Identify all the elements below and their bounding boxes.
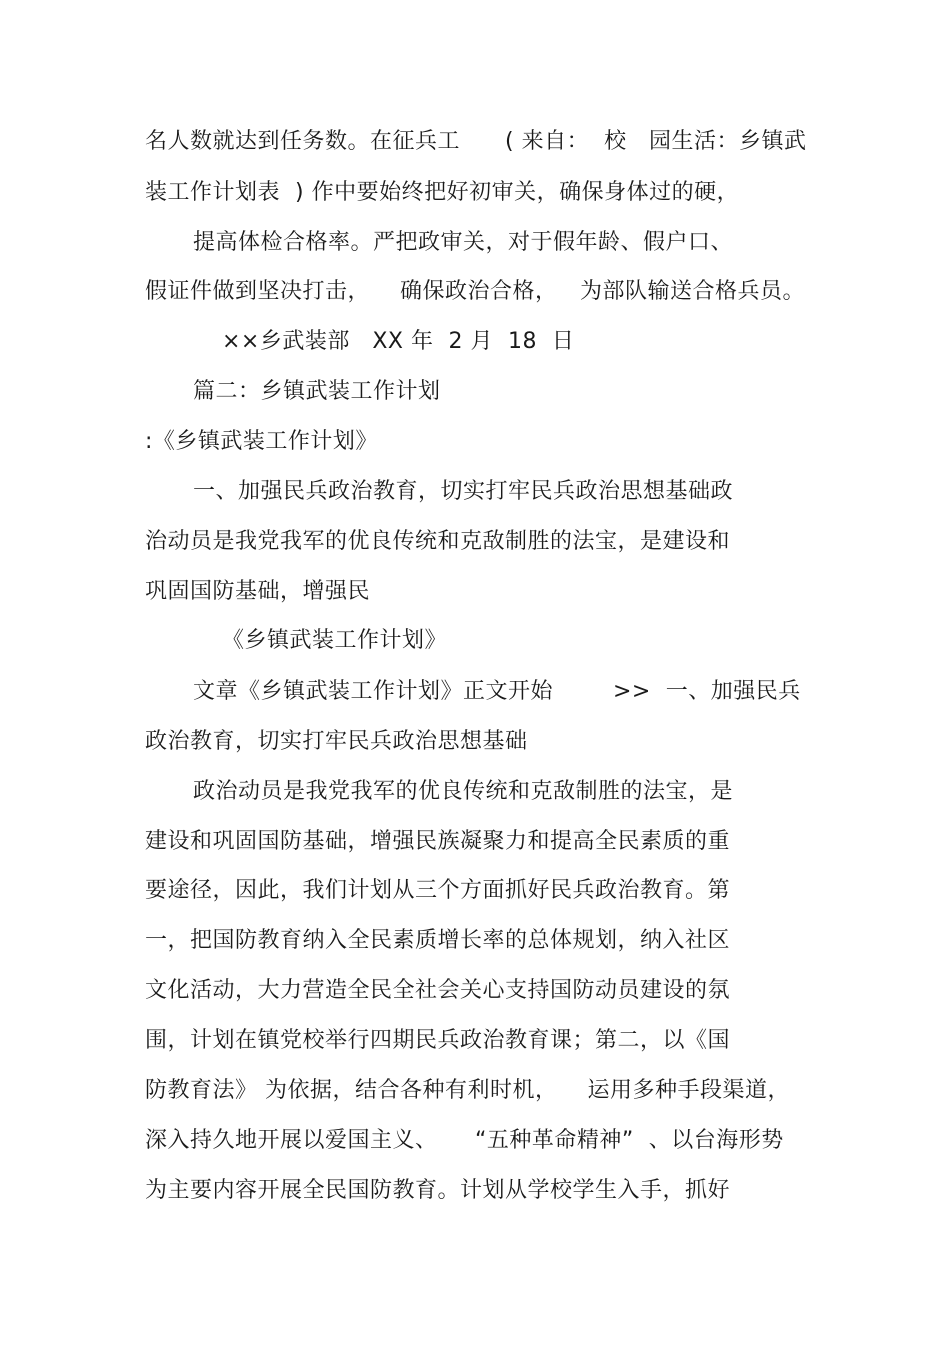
text-line: 政治教育，切实打牢民兵政治思想基础 <box>145 729 528 754</box>
text-line: 为主要内容开展全民国防教育。计划从学校学生入手，抓好 <box>145 1178 731 1203</box>
text-line: 围，计划在镇党校举行四期民兵政治教育课；第二，以《国 <box>145 1028 731 1053</box>
text-line: 建设和巩固国防基础，增强民族凝聚力和提高全民素质的重 <box>145 829 731 854</box>
text-line: 文化活动，大力营造全民全社会关心支持国防动员建设的氛 <box>145 978 731 1003</box>
text-line: 巩固国防基础，增强民 <box>145 579 371 604</box>
text-line: 文章《乡镇武装工作计划》正文开始 >> 一、加强民兵 <box>193 679 801 704</box>
text-line: 要途径，因此，我们计划从三个方面抓好民兵政治教育。第 <box>145 878 731 903</box>
text-line: 治动员是我党我军的优良传统和克敌制胜的法宝，是建设和 <box>145 529 731 554</box>
section-heading: 篇二：乡镇武装工作计划 <box>193 379 441 404</box>
section-subtitle: :《乡镇武装工作计划》 <box>145 429 378 454</box>
text-line: 防教育法》 为依据，结合各种有利时机， 运用多种手段渠道， <box>145 1078 790 1103</box>
signature-line: ××乡武装部 XX 年 2 月 18 日 <box>222 329 575 354</box>
text-line: 提高体检合格率。严把政审关，对于假年龄、假户口、 <box>193 230 734 255</box>
text-line: 政治动员是我党我军的优良传统和克敌制胜的法宝，是 <box>193 779 734 804</box>
text-line: 假证件做到坚决打击， 确保政治合格， 为部队输送合格兵员。 <box>145 279 805 304</box>
text-line: 装工作计划表 ) 作中要始终把好初审关，确保身体过的硬， <box>145 180 740 205</box>
text-line: 名人数就达到任务数。在征兵工 ( 来自： 校 园生活：乡镇武 <box>145 129 807 154</box>
article-title: 《乡镇武装工作计划》 <box>222 628 448 653</box>
text-line: 深入持久地开展以爱国主义、 “五种革命精神” 、以台海形势 <box>145 1128 784 1153</box>
text-line: 一、加强民兵政治教育，切实打牢民兵政治思想基础政 <box>193 479 734 504</box>
text-line: 一，把国防教育纳入全民素质增长率的总体规划，纳入社区 <box>145 928 731 953</box>
